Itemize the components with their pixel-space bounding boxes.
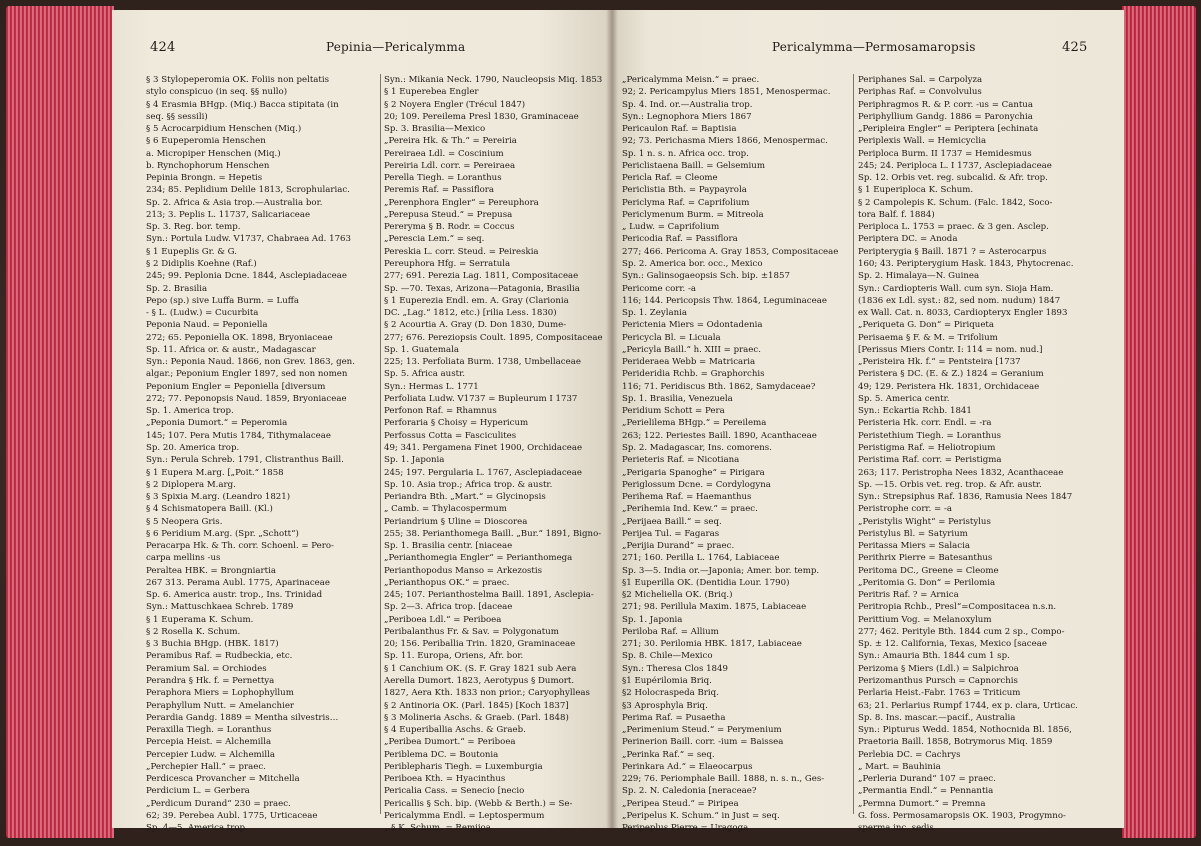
text-line: 20; 156. Periballia Trin. 1820, Graminaceae: [384, 639, 576, 650]
text-line: „Peribea Dumort.“ = Periboea: [384, 737, 516, 748]
text-line: Pepo (sp.) sive Luffa Burm. = Luffa: [146, 295, 299, 306]
text-line: Perisaema § F. & M. = Trifolium: [858, 332, 998, 343]
text-line: Syn.: Perula Schreb. 1791, Clistranthus Baill.: [146, 455, 344, 466]
right-page-stack-edge: [1122, 6, 1196, 838]
text-line: Sp. 11. Europa, Oriens, Afr. bor.: [384, 651, 524, 662]
text-line: DC. „Lag.“ 1812, etc.) [rilia Less. 1830): [384, 308, 557, 319]
text-line: [Perissus Miers Contr. I: 114 = nom. nud.]: [858, 344, 1043, 355]
text-line: § 4 Erasmia BHgp. (Miq.) Bacca stipitata (in: [146, 99, 339, 110]
text-line: Pericla Raf. = Cleome: [622, 173, 718, 184]
text-line: b. Rynchophorum Henschen: [146, 160, 270, 171]
text-line: Peritropia Rchb., Presl“=Compositacea n.s.n.: [858, 602, 1057, 613]
text-line: Periploca Burm. II 1737 = Hemidesmus: [858, 148, 1032, 159]
text-line: 263; 117. Peristropha Nees 1832, Acanthaceae: [858, 467, 1064, 478]
text-line: Percepier Ludw. = Alchemilla: [146, 749, 276, 760]
text-line: „Peripelus K. Schum.“ in Just = seq.: [622, 810, 780, 821]
text-line: „Perchepier Hall.“ = praec.: [146, 761, 266, 772]
text-line: Perideridia Rchb. = Graphorchis: [622, 369, 765, 380]
text-line: Perlaria Heist.-Fabr. 1763 = Triticum: [858, 688, 1021, 699]
text-line: Peritris Raf. ? = Arnica: [858, 590, 959, 601]
text-line: Syn.: Amauria Bth. 1844 cum 1 sp.: [858, 651, 1010, 662]
text-line: 277; 462. Perityle Bth. 1844 cum 2 sp., Compo-: [858, 626, 1065, 637]
text-line: „Perimenium Steud.“ = Perymenium: [622, 725, 782, 736]
text-line: algar.; Peponium Engler 1897, sed non nomen: [146, 369, 348, 380]
text-line: „Peripea Steud.“ = Piripea: [622, 798, 739, 809]
text-line: 225; 13. Perfoliata Burm. 1738, Umbellaceae: [384, 357, 581, 368]
text-line: Sp. 12. Orbis vet. reg. subcalid. & Afr. trop.: [858, 173, 1048, 184]
text-line: „Perielilema BHgp.“ = Pereilema: [622, 418, 767, 429]
text-line: Perlebia DC. = Cachrys: [858, 749, 961, 760]
text-line: Peremis Raf. = Passiflora: [384, 185, 495, 196]
text-line: 271; 160. Perilla L. 1764, Labiaceae: [622, 553, 780, 564]
text-line: „Pericyla Baill.“ h. XIII = praec.: [622, 344, 761, 355]
text-line: Perizoma § Miers (Ldl.) = Salpichroa: [858, 663, 1019, 674]
text-line: Sp. 10. Asia trop.; Africa trop. & austr.: [384, 479, 553, 490]
text-line: stylo conspicuo (in seq. §§ nullo): [146, 87, 288, 98]
text-line: Sp. 20. America trop.: [146, 442, 240, 453]
text-line: 267 313. Perama Aubl. 1775, Aparinaceae: [146, 577, 330, 588]
text-line: Peristrophe corr. = ‑a: [858, 504, 953, 515]
right-column-divider: [853, 74, 854, 814]
text-line: Perima Raf. = Pusaetha: [622, 712, 726, 723]
text-line: Sp. 6. America austr. trop., Ins. Trinidad: [146, 590, 323, 601]
text-line: Perianthopodus Manso = Arkezostis: [384, 565, 543, 576]
text-line: „Peristeira Hk. f.“ = Pentsteira [1737: [858, 357, 1021, 368]
text-line: Sp. 1. Guatemala: [384, 344, 459, 355]
text-line: Periphas Raf. = Convolvulus: [858, 87, 982, 98]
text-line: Peristethium Tiegh. = Loranthus: [858, 430, 1002, 441]
text-line: Sp. —15. Orbis vet. reg. trop. & Afr. austr.: [858, 479, 1042, 490]
text-line: „Pericalymma Meisn.“ = praec.: [622, 75, 760, 85]
text-line: 49; 129. Peristera Hk. 1831, Orchidaceae: [858, 381, 1040, 392]
text-line: Pereryma § B. Rodr. = Coccus: [384, 222, 515, 233]
text-line: Pericallis § Sch. bip. (Webb & Berth.) = Se-: [384, 798, 573, 809]
text-line: Peraphora Miers = Lophophyllum: [146, 688, 294, 699]
text-line: Sp. 1. Japonia: [622, 614, 683, 625]
left-page: [112, 10, 612, 834]
text-line: Sp. 3. Brasilia—Mexico: [384, 124, 486, 135]
text-line: § 1 Canchium OK. (S. F. Gray 1821 sub Aera: [384, 663, 577, 674]
text-line: Syn.: Mikania Neck. 1790, Naucleopsis Miq. 1853: [384, 75, 603, 85]
text-line: § 2 Campolepis K. Schum. (Falc. 1842, Soco-: [858, 197, 1053, 208]
text-line: Peramibus Raf. = Rudbeckia, etc.: [146, 651, 293, 662]
text-line: Perfoliata Ludw. V1737 = Bupleurum I 1737: [384, 393, 578, 404]
text-line: Peristylus Bl. = Satyrium: [858, 528, 968, 539]
text-line: Sp. 4—5. America trop.: [146, 823, 248, 834]
text-line: seq. §§ sessili): [146, 111, 208, 122]
text-line: Sp. 2—3. Africa trop. [daceae: [384, 602, 513, 613]
text-line: § 6 Eupeperomia Henschen: [146, 136, 266, 147]
text-line: 234; 85. Peplidium Delile 1813, Scrophulariac.: [146, 185, 350, 196]
text-line: Syn.: Theresa Clos 1849: [622, 663, 728, 674]
text-line: „Peritomia G. Don“ = Perilomia: [858, 577, 996, 588]
text-line: §1 Euperilla OK. (Dentidia Lour. 1790): [622, 577, 790, 588]
text-line: Syn.: Strepsiphus Raf. 1836, Ramusia Nees 1847: [858, 492, 1073, 503]
text-line: 271; 98. Perillula Maxim. 1875, Labiaceae: [622, 602, 807, 613]
text-line: Praetoria Baill. 1858, Botrymorus Miq. 1859: [858, 737, 1053, 748]
text-line: Peristera § DC. (E. & Z.) 1824 = Geranium: [858, 369, 1044, 380]
text-line: Syn.: Galinsogaeopsis Sch. bip. ±1857: [622, 271, 790, 282]
text-line: Periphyllium Gandg. 1886 = Paronychia: [858, 111, 1033, 122]
text-line: Sp. 2. Himalaya—N. Guinea: [858, 271, 980, 282]
text-line: Sp. 3. Reg. bor. temp.: [146, 222, 241, 233]
text-line: Peritassa Miers = Salacia: [858, 541, 970, 552]
text-line: Peraxilla Tiegh. = Loranthus: [146, 725, 272, 736]
text-line: § 6 Peridium M.arg. (Spr. „Schott“): [146, 528, 299, 539]
left-column-1: [146, 74, 378, 834]
text-line: 116; 144. Pericopsis Thw. 1864, Leguminaceae: [622, 295, 827, 306]
text-line: „Pereira Hk. & Th.“ = Pereiria: [384, 136, 517, 147]
text-line: Perictenia Miers = Odontadenia: [622, 320, 763, 331]
text-line: Periblema DC. = Boutonia: [384, 749, 499, 760]
text-line: 245; 107. Perianthostelma Baill. 1891, Asclepia-: [384, 590, 594, 601]
text-line: „Perepusa Steud.“ = Prepusa: [384, 209, 513, 220]
text-line: Perinerion Baill. corr. ‑ium = Baissea: [622, 737, 784, 748]
text-line: Peracarpa Hk. & Th. corr. Schoenl. = Pero-: [146, 541, 334, 552]
text-line: „ Ludw. = Caprifolium: [622, 222, 720, 233]
right-column-2: [858, 74, 1090, 834]
text-line: Peristigma Raf. = Heliotropium: [858, 442, 996, 453]
text-line: Sp. 2. America bor. occ., Mexico: [622, 258, 763, 269]
text-line: 145; 107. Pera Mutis 1784, Tithymalaceae: [146, 430, 331, 441]
text-line: „Peristylis Wight“ = Peristylus: [858, 516, 991, 527]
right-page: [612, 10, 1124, 834]
text-line: „Perenphora Engler“ = Pereuphora: [384, 197, 539, 208]
left-column-divider: [380, 74, 381, 814]
text-line: Pereiraea Ldl. = Coscinium: [384, 148, 504, 159]
text-line: „Perigaria Spanoghe“ = Pirigara: [622, 467, 765, 478]
text-line: Syn.: Peponia Naud. 1866, non Grev. 1863, gen.: [146, 357, 355, 368]
text-line: „Periqueta G. Don“ = Piriqueta: [858, 320, 994, 331]
text-line: Periboea Kth. = Hyacinthus: [384, 774, 506, 785]
text-line: § 5 Acrocarpidium Henschen (Miq.): [146, 124, 302, 135]
text-line: § 2 Antinoria OK. (Parl. 1845) [Koch 1837]: [384, 700, 569, 711]
text-line: Sp. 8. Chile—Mexico: [622, 651, 713, 662]
text-line: Pericodia Raf. = Passiflora: [622, 234, 738, 245]
text-line: „Perescia Lem.“ = seq.: [384, 234, 485, 245]
text-line: 277; 691. Perezia Lag. 1811, Compositaceae: [384, 271, 579, 282]
text-line: 63; 21. Perlarius Rumpf 1744, ex p. clara, Urticac.: [858, 700, 1078, 711]
text-line: § 1 Eupeplis Gr. & G.: [146, 246, 237, 257]
text-line: Pericome corr. ‑a: [622, 283, 697, 294]
text-line: Peripeplus Pierre = Uragoga: [622, 823, 749, 834]
text-line: „Permantia Endl.“ = Pennantia: [858, 786, 994, 797]
text-line: Syn.: Legnophora Miers 1867: [622, 111, 752, 122]
text-line: Syn.: Portula Ludw. V1737, Chabraea Ad. 1763: [146, 234, 351, 245]
text-line: 272; 77. Peponopsis Naud. 1859, Bryoniaceae: [146, 393, 347, 404]
text-line: G. foss. Permosamaropsis OK. 1903, Progymno-: [858, 810, 1066, 821]
left-page-number: 424: [150, 40, 176, 55]
text-line: Perdicium L. = Gerbera: [146, 786, 250, 797]
left-running-head: Pepinia—Pericalymma: [326, 40, 466, 54]
text-line: Peponium Engler = Peponiella [diversum: [146, 381, 326, 392]
text-line: § 2 Diplopera M.arg.: [146, 479, 236, 490]
text-line: Peridium Schott = Pera: [622, 406, 725, 417]
text-line: § 1 Euperiploca K. Schum.: [858, 185, 974, 196]
text-line: 245; 24. Periploca L. I 1737, Asclepiadaceae: [858, 160, 1052, 171]
text-line: Periplexis Wall. = Hemicyclia: [858, 136, 987, 147]
text-line: Peramium Sal. = Orchiodes: [146, 663, 267, 674]
text-line: 92; 73. Perichasma Miers 1866, Menospermac.: [622, 136, 828, 147]
text-line: Sp. 1. America trop.: [146, 406, 234, 417]
text-line: 62; 39. Perebea Aubl. 1775, Urticaceae: [146, 810, 318, 821]
text-line: Sp. 5. America centr.: [858, 393, 950, 404]
text-line: § 1 Euperebea Engler: [384, 87, 479, 98]
text-line: § 3 Spixia M.arg. (Leandro 1821): [146, 492, 291, 503]
text-line: Perizomanthus Pursch = Capnorchis: [858, 676, 1018, 687]
text-line: tora Balf. f. 1884): [858, 209, 935, 220]
text-line: § 3 Buchia BHgp. (HBK. 1817): [146, 639, 279, 650]
text-line: § 2 Rosella K. Schum.: [146, 626, 241, 637]
text-line: 272; 65. Peponiella OK. 1898, Bryoniaceae: [146, 332, 333, 343]
text-line: § 2 Acourtia A. Gray (D. Don 1830, Dume-: [384, 320, 567, 331]
text-line: §3 Aprosphyla Briq.: [622, 700, 708, 711]
text-line: Syn.: Eckartia Rchb. 1841: [858, 406, 972, 417]
text-line: § 2 Noyera Engler (Trécul 1847): [384, 99, 526, 110]
text-line: Sp. 3—5. India or.—Japonia; Amer. bor. temp.: [622, 565, 820, 576]
text-line: 116; 71. Peridiscus Bth. 1862, Samydaceae?: [622, 381, 816, 392]
text-line: Periglossum Dcne. = Cordylogyna: [622, 479, 771, 490]
text-line: 271; 30. Perilomia HBK. 1817, Labiaceae: [622, 639, 802, 650]
text-line: Peristima Raf. corr. = Peristigma: [858, 455, 1002, 466]
text-line: „Perinka Raf.“ = seq.: [622, 749, 715, 760]
text-line: Syn.: Hermas L. 1771: [384, 381, 479, 392]
text-line: carpa mellins ‑us: [146, 553, 221, 564]
text-line: § 4 Schismatopera Baill. (Kl.): [146, 504, 273, 515]
text-line: Perardia Gandg. 1889 = Mentha silvestris…: [146, 712, 339, 723]
text-line: „Perijia Durand“ = praec.: [622, 541, 735, 552]
text-line: 277; 466. Pericoma A. Gray 1853, Compositaceae: [622, 246, 839, 257]
text-line: Sp. 8. Ins. mascar.—pacif., Australia: [858, 712, 1016, 723]
text-line: Perithrix Pierre = Batesanthus: [858, 553, 993, 564]
text-line: ex Wall. Cat. n. 8033, Cardiopteryx Engler 1893: [858, 308, 1068, 319]
text-line: Peraphyllum Nutt. = Amelanchier: [146, 700, 295, 711]
text-line: Perforaria § Choisy = Hypericum: [384, 418, 529, 429]
book-gutter: [606, 10, 618, 828]
text-line: Sp. 2. Madagascar, Ins. comorens.: [622, 442, 772, 453]
text-line: Periphragmos R. & P. corr. ‑us = Cantua: [858, 99, 1033, 110]
text-line: Sp. 1. Brasilia, Venezuela: [622, 393, 733, 404]
text-line: Periclymenum Burm. = Mitreola: [622, 209, 764, 220]
text-line: Pereiria Ldl. corr. = Pereiraea: [384, 160, 516, 171]
text-line: 20; 109. Pereilema Presl 1830, Graminaceae: [384, 111, 579, 122]
left-column-2: [384, 74, 610, 834]
text-line: Sp. 2. N. Caledonia [neraceae?: [622, 786, 757, 797]
right-column-1: [622, 74, 854, 834]
text-line: Peribalanthus Fr. & Sav. = Polygonatum: [384, 626, 559, 637]
text-line: 245; 197. Pergularia L. 1767, Asclepiadaceae: [384, 467, 582, 478]
text-line: Perijea Tul. = Fagaras: [622, 528, 720, 539]
text-line: Pereuphora Hfg. = Serratula: [384, 258, 511, 269]
text-line: Perfossus Cotta = Fasciculites: [384, 430, 517, 441]
right-page-number: 425: [1062, 40, 1088, 55]
text-line: „Perihemia Ind. Kew.“ = praec.: [622, 504, 758, 515]
text-line: Periclistaena Baill. = Gelsemium: [622, 160, 765, 171]
text-line: Sp. ± 12. California, Texas, Mexico [saceae: [858, 639, 1047, 650]
text-line: „ § K. Schum. = Remijoa: [384, 823, 491, 834]
text-line: „Perdicum Durand“ 230 = praec.: [146, 798, 291, 809]
text-line: Peraltea HBK. = Brongniartia: [146, 565, 276, 576]
text-line: „ Camb. = Thylacospermum: [384, 504, 507, 515]
text-line: Periptera DC. = Anoda: [858, 234, 958, 245]
text-line: Aerella Dumort. 1823, Aerotypus § Dumort.: [384, 676, 575, 687]
text-line: 213; 3. Peplis L. 11737, Salicariaceae: [146, 209, 311, 220]
text-line: Perella Tiegh. = Loranthus: [384, 173, 502, 184]
text-line: Pericaulon Raf. = Baptisia: [622, 124, 737, 135]
text-line: Pepinia Brongn. = Hepetis: [146, 173, 263, 184]
text-line: Percepia Heist. = Alchemilla: [146, 737, 272, 748]
text-line: Peponia Naud. = Peponiella: [146, 320, 268, 331]
text-line: Sp. 2. Brasilia: [146, 283, 208, 294]
text-line: „Perleria Durand“ 107 = praec.: [858, 774, 996, 785]
text-line: Sp. —70. Texas, Arizona—Patagonia, Brasilia: [384, 283, 580, 294]
text-line: „Perianthomegia Engler“ = Perianthomega: [384, 553, 573, 564]
text-line: Syn.: Mattuschkaea Schreb. 1789: [146, 602, 294, 613]
text-line: Pericalia Cass. = Senecio [necio: [384, 786, 525, 797]
text-line: Perdicesca Provancher = Mitchella: [146, 774, 300, 785]
text-line: § 4 Euperiballia Aschs. & Graeb.: [384, 725, 526, 736]
text-line: Sp. 4. Ind. or.—Australia trop.: [622, 99, 753, 110]
text-line: Sp. 5. Africa austr.: [384, 369, 465, 380]
text-line: „Periboea Ldl.“ = Periboea: [384, 614, 502, 625]
text-line: (1836 ex Ldl. syst.: 82, sed nom. nudum) 1847: [858, 295, 1061, 306]
text-line: sperma inc. sedis: [858, 823, 934, 834]
text-line: Periclistia Bth. = Paypayrola: [622, 185, 747, 196]
text-line: Peritoma DC., Greene = Cleome: [858, 565, 999, 576]
text-line: Periclyma Raf. = Caprifolium: [622, 197, 750, 208]
text-line: „Perianthopus OK.“ = praec.: [384, 577, 510, 588]
text-line: Peripterygia § Baill. 1871 ? = Asterocarpus: [858, 246, 1047, 257]
text-line: § 3 Stylopeperomia OK. Foliis non peltatis: [146, 75, 330, 85]
text-line: Sp. 1. Japonia: [384, 455, 445, 466]
text-line: 263; 122. Periestes Baill. 1890, Acanthaceae: [622, 430, 817, 441]
text-line: §1 Eupérilomia Briq.: [622, 676, 712, 687]
text-line: § 1 Euperama K. Schum.: [146, 614, 254, 625]
text-line: Periploca L. 1753 = praec. & 3 gen. Asclep.: [858, 222, 1049, 233]
text-line: Perideraea Webb = Matricaria: [622, 357, 756, 368]
text-line: „Perijaea Baill.“ = seq.: [622, 516, 722, 527]
text-line: a. Micropiper Henschen (Miq.): [146, 148, 281, 159]
text-line: Peristeria Hk. corr. Endl. = ‑ra: [858, 418, 992, 429]
text-line: 277; 676. Pereziopsis Coult. 1895, Compositaceae: [384, 332, 603, 343]
text-line: Syn.: Pipturus Wedd. 1854, Nothocnida Bl. 1856,: [858, 725, 1072, 736]
text-line: „Peponia Dumort.“ = Peperomia: [146, 418, 288, 429]
text-line: Perihema Raf. = Haemanthus: [622, 492, 752, 503]
text-line: Pereskia L. corr. Steud. = Peireskia: [384, 246, 539, 257]
text-line: Perieteris Raf. = Nicotiana: [622, 455, 740, 466]
text-line: 49; 341. Pergamena Finet 1900, Orchidaceae: [384, 442, 583, 453]
text-line: 229; 76. Periomphale Baill. 1888, n. s. n., Ges-: [622, 774, 825, 785]
text-line: 1827, Aera Kth. 1833 non prior.; Caryophylleas: [384, 688, 590, 699]
text-line: Sp. 2. Africa & Asia trop.—Australia bor.: [146, 197, 323, 208]
text-line: Periblepharis Tiegh. = Luxemburgia: [384, 761, 543, 772]
text-line: Sp. 1. Zeylania: [622, 308, 687, 319]
text-line: Perittium Vog. = Melanoxylum: [858, 614, 992, 625]
text-line: 255; 38. Perianthomega Baill. „Bur.“ 1891, Bigno-: [384, 528, 602, 539]
text-line: §2 Micheliella OK. (Briq.): [622, 590, 733, 601]
text-line: Perandra § Hk. f. = Pernettya: [146, 676, 275, 687]
text-line: „Peripleira Engler“ = Periptera [echinata: [858, 124, 1039, 135]
text-line: 245; 99. Peplonia Dcne. 1844, Asclepiadaceae: [146, 271, 347, 282]
left-page-stack-edge: [6, 6, 114, 838]
right-running-head: Pericalymma—Permosamaropsis: [772, 40, 976, 54]
text-line: Sp. 11. Africa or. & austr., Madagascar: [146, 344, 316, 355]
text-line: Periphanes Sal. = Carpolyza: [858, 75, 983, 85]
text-line: § 1 Euperezia Endl. em. A. Gray (Clarionia: [384, 295, 569, 306]
text-line: Pericycla Bl. = Licuala: [622, 332, 721, 343]
text-line: Pericalymma Endl. = Leptospermum: [384, 810, 545, 821]
text-line: Perfonon Raf. = Rhamnus: [384, 406, 497, 417]
text-line: 92; 2. Pericampylus Miers 1851, Menospermac.: [622, 87, 831, 98]
text-line: Sp. 1. Brasilia centr. [niaceae: [384, 541, 513, 552]
text-line: „Permna Dumort.“ = Premna: [858, 798, 986, 809]
text-line: § 3 Molineria Aschs. & Graeb. (Parl. 1848): [384, 712, 569, 723]
text-line: Sp. 1 n. s. n. Africa occ. trop.: [622, 148, 749, 159]
text-line: Periloba Raf. = Allium: [622, 626, 719, 637]
text-line: § 1 Eupera M.arg. [„Poit.“ 1858: [146, 467, 284, 478]
text-line: ‑ § L. (Ludw.) = Cucurbita: [146, 308, 259, 319]
text-line: „ Mart. = Bauhinia: [858, 761, 941, 772]
text-line: § 5 Neopera Gris.: [146, 516, 223, 527]
text-line: 160; 43. Peripterygium Hask. 1843, Phytocrenac.: [858, 258, 1074, 269]
text-line: §2 Holocraspeda Briq.: [622, 688, 719, 699]
text-line: Periandrium § Uline = Dioscorea: [384, 516, 528, 527]
text-line: Periandra Bth. „Mart.“ = Glycinopsis: [384, 492, 546, 503]
text-line: Perinkara Ad.“ = Elaeocarpus: [622, 761, 753, 772]
text-line: Syn.: Cardiopteris Wall. cum syn. Sioja Ham.: [858, 283, 1054, 294]
text-line: § 2 Didiplis Koehne (Raf.): [146, 258, 257, 269]
